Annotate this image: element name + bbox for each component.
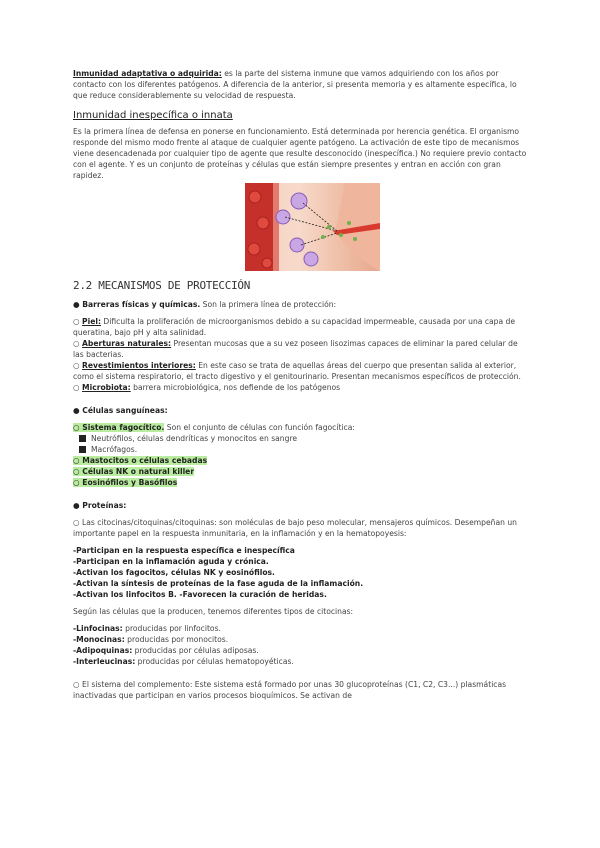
cytokine-type-term: -Linfocinas: <box>73 624 123 633</box>
blood-cells-lead: ● Células sanguíneas: <box>73 406 168 415</box>
white-blood-cell <box>291 193 307 209</box>
barrier-item <box>73 338 528 360</box>
barrier-text: Dificulta la proliferación de microorganismos debido a su capacidad impermeable, causada por una capa de queratina, bajo pH y alta salinidad. <box>73 317 516 337</box>
sub-list-item <box>73 433 528 444</box>
barriers-lead-text: Son la primera línea de protección: <box>200 300 337 309</box>
cytokine-type <box>73 656 528 667</box>
bacteria <box>353 237 357 241</box>
barrier-term: Microbiota: <box>82 383 131 392</box>
barrier-item <box>73 316 528 338</box>
bacteria <box>347 221 351 225</box>
function-item: -Participan en la inflamación aguda y crónica. <box>73 557 269 566</box>
section-title: 2.2 MECANISMOS DE PROTECCIÓN <box>73 279 251 292</box>
cytokine-type <box>73 623 528 634</box>
barriers-lead <box>73 299 528 310</box>
complement-system-text: ○ El sistema del complemento: Este sistema está formado por unas 30 glucoproteínas (C1, C2, C3...) plasmáticas inactivadas que participan en varios procesos bioquímicos. Se activan de <box>73 680 507 700</box>
proteins-lead: ● Proteínas: <box>73 501 127 510</box>
cytokine-type <box>73 634 528 645</box>
function-item: -Activan los linfocitos B. -Favorecen la curación de heridas. <box>73 590 327 599</box>
barrier-term: Piel: <box>82 317 102 326</box>
cytokine-type-text: producidas por células hematopoyéticas. <box>135 657 294 666</box>
adaptive-immunity-text: es la parte del sistema inmune que vamos adquiriendo con los años por contacto con los diferentes patógenos. A diferencia de la anterior, si presenta memoria y es altamente específica, lo que reduce considerablemente su velocidad de respuesta. <box>73 69 517 100</box>
document-page <box>73 68 528 701</box>
blood-vessel-diagram <box>245 183 380 271</box>
cytokine-type <box>73 645 528 656</box>
barrier-text: Presentan mucosas que a su vez poseen lisozimas capaces de eliminar la pared celular de las bacterias. <box>73 339 518 359</box>
bullet: ○ <box>73 317 83 326</box>
bullet: ○ <box>73 361 83 370</box>
eosinophils-label: ○ Eosinófilos y Basófilos <box>73 478 178 487</box>
cytokine-type-term: -Interleucinas: <box>73 657 136 666</box>
square-bullet-icon <box>79 435 86 442</box>
bullet: ○ <box>73 383 83 392</box>
vessel-wall <box>273 183 279 271</box>
nk-cells-label: ○ Células NK o natural killer <box>73 467 195 476</box>
barrier-text: barrera microbiológica, nos defiende de los patógenos <box>130 383 341 392</box>
bacteria <box>321 235 325 239</box>
sub-list-text: Neutrófilos, células dendríticas y monocitos en sangre <box>91 434 298 443</box>
highlighted-item <box>73 477 528 488</box>
highlighted-item <box>73 466 528 477</box>
sub-list-text: Macrófagos. <box>91 445 138 454</box>
cytokine-type-text: producidas por células adiposas. <box>132 646 259 655</box>
adaptive-immunity-term: Inmunidad adaptativa o adquirida: <box>73 69 222 78</box>
red-blood-cell <box>257 217 269 229</box>
bacteria <box>339 233 343 237</box>
cytokine-type-text: producidas por linfocitos. <box>122 624 221 633</box>
bacteria <box>327 225 331 229</box>
red-blood-cell <box>262 258 272 268</box>
cytokine-type-term: -Monocinas: <box>73 635 125 644</box>
innate-immunity-text: Es la primera línea de defensa en ponerse en funcionamiento. Está determinada por herencia genética. El organismo responde del mismo modo frente al ataque de cualquier agente patógeno. La activación de este tipo de mecanismos viene desencadenada por cualquier tipo de agente que resulte desconocido (inespecífica.) No requiere previo contacto con el agente. Y es un conjunto de proteínas y células que están siempre presentes y entran en acción con gran rapidez. <box>73 127 527 180</box>
phagocytic-system-text: Son el conjunto de células con función fagocítica: <box>164 423 355 432</box>
barriers-lead-label: ● Barreras físicas y químicas. <box>73 300 201 309</box>
cytokines-text: ○ Las citocinas/citoquinas/citoquinas: son moléculas de bajo peso molecular, mensajeros químicos. Desempeñan un importante papel en la respuesta inmunitaria, en la inflamación y en la hematopoyesis: <box>73 518 517 538</box>
barrier-term: Revestimientos interiores: <box>82 361 196 370</box>
sub-list-item <box>73 444 528 455</box>
migration-arrow <box>301 233 337 245</box>
red-blood-cell <box>248 243 260 255</box>
highlighted-item <box>73 455 528 466</box>
barrier-item <box>73 382 528 393</box>
function-item: -Participan en la respuesta específica e inespecífica <box>73 546 295 555</box>
innate-immunity-heading: Inmunidad inespecífica o innata <box>73 110 233 121</box>
square-bullet-icon <box>79 446 86 453</box>
red-blood-cell <box>249 191 261 203</box>
cytokine-type-text: producidas por monocitos. <box>124 635 229 644</box>
bullet: ○ <box>73 339 83 348</box>
cytokine-type-term: -Adipoquinas: <box>73 646 133 655</box>
white-blood-cell <box>304 252 318 266</box>
white-blood-cell <box>276 210 290 224</box>
adaptive-immunity-paragraph <box>73 68 528 101</box>
barrier-term: Aberturas naturales: <box>82 339 172 348</box>
phagocytic-system-term: ○ Sistema fagocítico. <box>73 423 165 432</box>
cytokine-types-intro: Según las células que la producen, tenemos diferentes tipos de citocinas: <box>73 607 354 616</box>
barrier-item <box>73 360 528 382</box>
barrier-text: En este caso se trata de aquellas áreas del cuerpo que presentan salida al exterior, como el sistema respiratorio, el tracto digestivo y el genitourinario. Presentan mecanismos específicos de protección. <box>73 361 521 381</box>
function-item: -Activan los fagocitos, células NK y eosinófilos. <box>73 568 275 577</box>
function-item: -Activan la síntesis de proteínas de la fase aguda de la inflamación. <box>73 579 364 588</box>
immune-response-illustration <box>245 183 380 271</box>
phagocytic-system-item <box>73 422 528 433</box>
mastocitos-label: ○ Mastocitos o células cebadas <box>73 456 208 465</box>
